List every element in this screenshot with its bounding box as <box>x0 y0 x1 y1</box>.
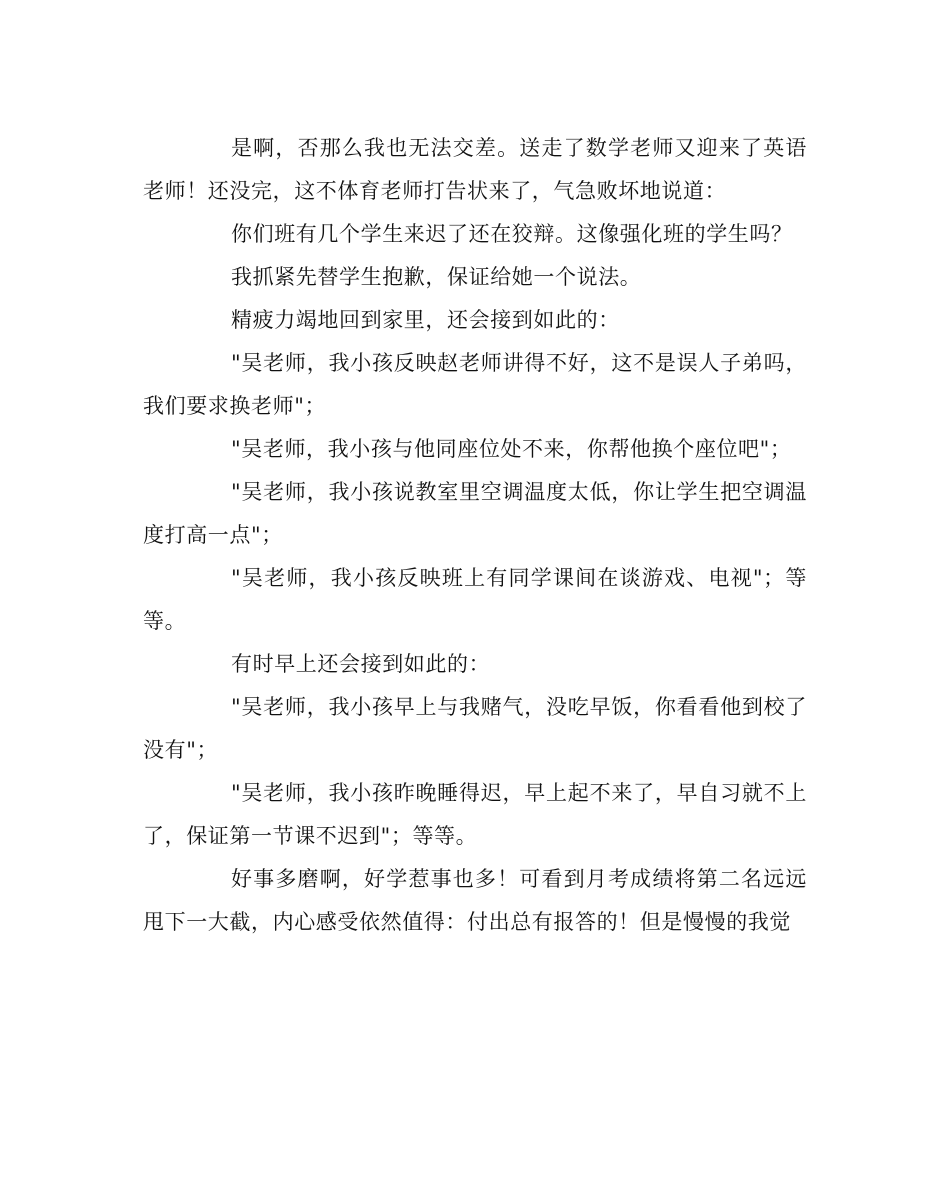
paragraph: 有时早上还会接到如此的： <box>231 652 491 676</box>
paragraph: "吴老师，我小孩昨晚睡得迟，早上起不来了，早自习就不上了，保证第一节课不迟到"；等等。 <box>143 781 807 848</box>
paragraph: 是啊，否那么我也无法交差。送走了数学老师又迎来了英语老师！还没完，这不体育老师打告状来了，气急败坏地说道： <box>143 136 807 203</box>
paragraph: "吴老师，我小孩与他同座位处不来，你帮他换个座位吧"； <box>231 437 792 461</box>
body-text <box>143 127 807 944</box>
paragraph: "吴老师，我小孩反映赵老师讲得不好，这不是误人子弟吗，我们要求换老师"； <box>143 351 807 418</box>
paragraph: "吴老师，我小孩反映班上有同学课间在谈游戏、电视"；等等。 <box>143 566 807 633</box>
paragraph: 你们班有几个学生来迟了还在狡辩。这像强化班的学生吗？ <box>231 222 793 246</box>
paragraph: 精疲力竭地回到家里，还会接到如此的： <box>231 308 620 332</box>
paragraph: 我抓紧先替学生抱歉，保证给她一个说法。 <box>231 265 642 289</box>
paragraph: "吴老师，我小孩说教室里空调温度太低，你让学生把空调温度打高一点"； <box>143 480 807 547</box>
paragraph: 好事多磨啊，好学惹事也多！可看到月考成绩将第二名远远甩下一大截，内心感受依然值得：付出总有报答的！但是慢慢的我觉 <box>143 867 807 934</box>
paragraph: "吴老师，我小孩早上与我赌气，没吃早饭，你看看他到校了没有"； <box>143 695 807 762</box>
